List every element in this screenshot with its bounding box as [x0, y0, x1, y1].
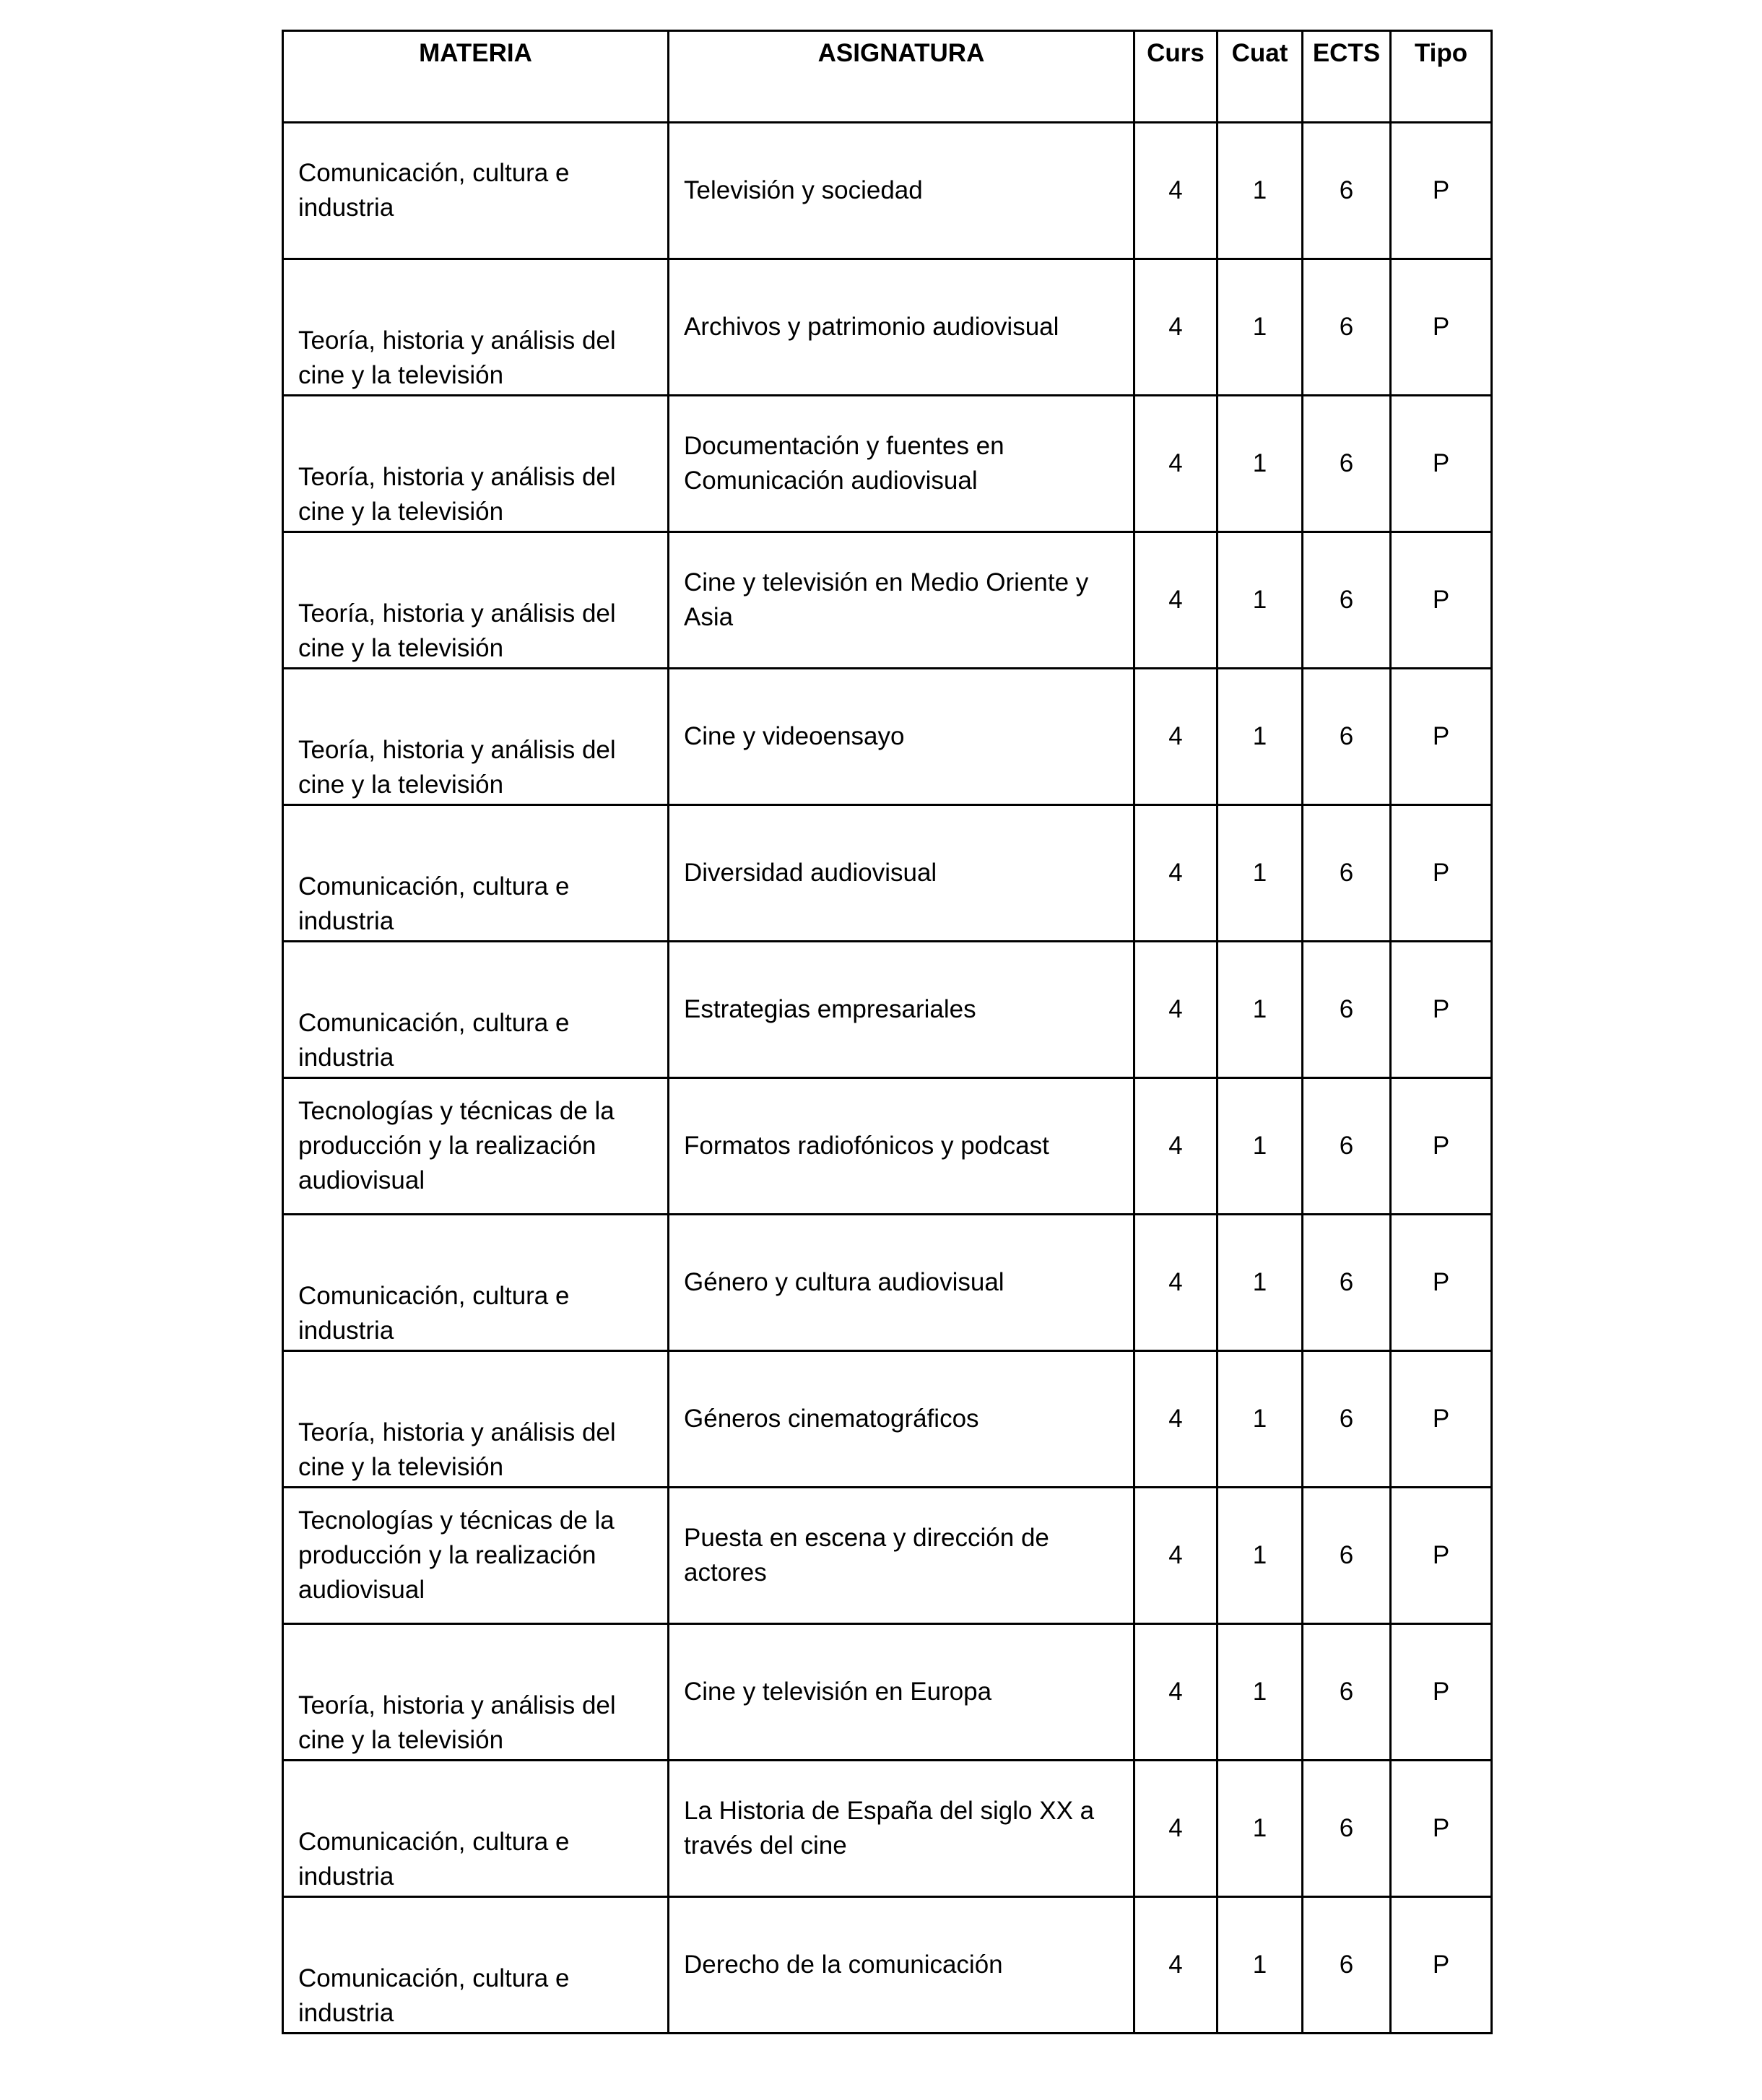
- table-row: [283, 1761, 1492, 1897]
- cell-tipo: P: [1391, 1351, 1492, 1488]
- cell-cuat: 1: [1218, 1215, 1303, 1351]
- table-row: [283, 942, 1492, 1078]
- cell-curs: 4: [1134, 942, 1218, 1078]
- cell-materia: Tecnologías y técnicas de la producción y la realización audiovisual: [283, 1488, 669, 1624]
- cell-tipo: P: [1391, 1215, 1492, 1351]
- cell-materia: Comunicación, cultura e industria: [283, 942, 669, 1078]
- cell-curs: 4: [1134, 669, 1218, 805]
- cell-materia: Comunicación, cultura e industria: [283, 1897, 669, 2034]
- cell-ects: 6: [1303, 1078, 1391, 1215]
- cell-tipo: P: [1391, 396, 1492, 532]
- cell-curs: 4: [1134, 532, 1218, 669]
- header-ects: ECTS: [1303, 31, 1391, 123]
- cell-materia: Comunicación, cultura e industria: [283, 805, 669, 942]
- table-row: [283, 259, 1492, 396]
- cell-cuat: 1: [1218, 532, 1303, 669]
- cell-ects: 6: [1303, 805, 1391, 942]
- cell-curs: 4: [1134, 1351, 1218, 1488]
- cell-asignatura: Puesta en escena y dirección de actores: [669, 1488, 1134, 1624]
- table-header: [283, 31, 1492, 123]
- table-row: [283, 1078, 1492, 1215]
- cell-ects: 6: [1303, 259, 1391, 396]
- cell-curs: 4: [1134, 1897, 1218, 2034]
- cell-tipo: P: [1391, 1488, 1492, 1624]
- cell-cuat: 1: [1218, 1488, 1303, 1624]
- cell-cuat: 1: [1218, 669, 1303, 805]
- cell-ects: 6: [1303, 532, 1391, 669]
- course-table: [282, 30, 1493, 2034]
- cell-cuat: 1: [1218, 942, 1303, 1078]
- cell-asignatura: La Historia de España del siglo XX a través del cine: [669, 1761, 1134, 1897]
- cell-tipo: P: [1391, 259, 1492, 396]
- cell-materia: Comunicación, cultura e industria: [283, 123, 669, 259]
- cell-curs: 4: [1134, 259, 1218, 396]
- table-row: [283, 532, 1492, 669]
- cell-tipo: P: [1391, 123, 1492, 259]
- table-row: [283, 1351, 1492, 1488]
- cell-asignatura: Estrategias empresariales: [669, 942, 1134, 1078]
- cell-curs: 4: [1134, 1078, 1218, 1215]
- cell-curs: 4: [1134, 805, 1218, 942]
- cell-cuat: 1: [1218, 123, 1303, 259]
- cell-asignatura: Archivos y patrimonio audiovisual: [669, 259, 1134, 396]
- cell-ects: 6: [1303, 123, 1391, 259]
- cell-cuat: 1: [1218, 1624, 1303, 1761]
- cell-asignatura: Cine y televisión en Europa: [669, 1624, 1134, 1761]
- cell-materia: Comunicación, cultura e industria: [283, 1215, 669, 1351]
- cell-curs: 4: [1134, 396, 1218, 532]
- cell-tipo: P: [1391, 1761, 1492, 1897]
- header-row: [283, 31, 1492, 123]
- cell-materia: Teoría, historia y análisis del cine y la televisión: [283, 259, 669, 396]
- cell-tipo: P: [1391, 1897, 1492, 2034]
- cell-curs: 4: [1134, 1215, 1218, 1351]
- table-body: [283, 123, 1492, 2034]
- cell-ects: 6: [1303, 1761, 1391, 1897]
- cell-ects: 6: [1303, 1215, 1391, 1351]
- cell-ects: 6: [1303, 1624, 1391, 1761]
- table-row: [283, 396, 1492, 532]
- table-row: [283, 1624, 1492, 1761]
- cell-materia: Teoría, historia y análisis del cine y la televisión: [283, 396, 669, 532]
- cell-asignatura: Televisión y sociedad: [669, 123, 1134, 259]
- header-materia: MATERIA: [283, 31, 669, 123]
- cell-curs: 4: [1134, 1624, 1218, 1761]
- cell-materia: Comunicación, cultura e industria: [283, 1761, 669, 1897]
- cell-asignatura: Documentación y fuentes en Comunicación audiovisual: [669, 396, 1134, 532]
- cell-materia: Teoría, historia y análisis del cine y la televisión: [283, 669, 669, 805]
- cell-asignatura: Diversidad audiovisual: [669, 805, 1134, 942]
- table-row: [283, 1488, 1492, 1624]
- cell-cuat: 1: [1218, 805, 1303, 942]
- cell-cuat: 1: [1218, 1078, 1303, 1215]
- cell-asignatura: Géneros cinematográficos: [669, 1351, 1134, 1488]
- table-row: [283, 1897, 1492, 2034]
- cell-materia: Teoría, historia y análisis del cine y la televisión: [283, 1624, 669, 1761]
- cell-asignatura: Derecho de la comunicación: [669, 1897, 1134, 2034]
- table-row: [283, 805, 1492, 942]
- cell-cuat: 1: [1218, 259, 1303, 396]
- cell-materia: Teoría, historia y análisis del cine y la televisión: [283, 532, 669, 669]
- cell-cuat: 1: [1218, 396, 1303, 532]
- cell-asignatura: Cine y televisión en Medio Oriente y Asia: [669, 532, 1134, 669]
- header-curs: Curs: [1134, 31, 1218, 123]
- cell-materia: Teoría, historia y análisis del cine y la televisión: [283, 1351, 669, 1488]
- cell-asignatura: Formatos radiofónicos y podcast: [669, 1078, 1134, 1215]
- cell-tipo: P: [1391, 942, 1492, 1078]
- cell-curs: 4: [1134, 123, 1218, 259]
- cell-ects: 6: [1303, 669, 1391, 805]
- cell-asignatura: Cine y videoensayo: [669, 669, 1134, 805]
- header-tipo: Tipo: [1391, 31, 1492, 123]
- cell-asignatura: Género y cultura audiovisual: [669, 1215, 1134, 1351]
- header-asignatura: ASIGNATURA: [669, 31, 1134, 123]
- cell-tipo: P: [1391, 669, 1492, 805]
- cell-curs: 4: [1134, 1488, 1218, 1624]
- cell-tipo: P: [1391, 1624, 1492, 1761]
- table-row: [283, 1215, 1492, 1351]
- cell-ects: 6: [1303, 1351, 1391, 1488]
- table-row: [283, 123, 1492, 259]
- table-row: [283, 669, 1492, 805]
- cell-materia: Tecnologías y técnicas de la producción y la realización audiovisual: [283, 1078, 669, 1215]
- cell-tipo: P: [1391, 532, 1492, 669]
- cell-curs: 4: [1134, 1761, 1218, 1897]
- cell-tipo: P: [1391, 805, 1492, 942]
- cell-ects: 6: [1303, 396, 1391, 532]
- cell-cuat: 1: [1218, 1897, 1303, 2034]
- cell-ects: 6: [1303, 942, 1391, 1078]
- cell-ects: 6: [1303, 1897, 1391, 2034]
- cell-tipo: P: [1391, 1078, 1492, 1215]
- header-cuat: Cuat: [1218, 31, 1303, 123]
- cell-cuat: 1: [1218, 1761, 1303, 1897]
- cell-ects: 6: [1303, 1488, 1391, 1624]
- cell-cuat: 1: [1218, 1351, 1303, 1488]
